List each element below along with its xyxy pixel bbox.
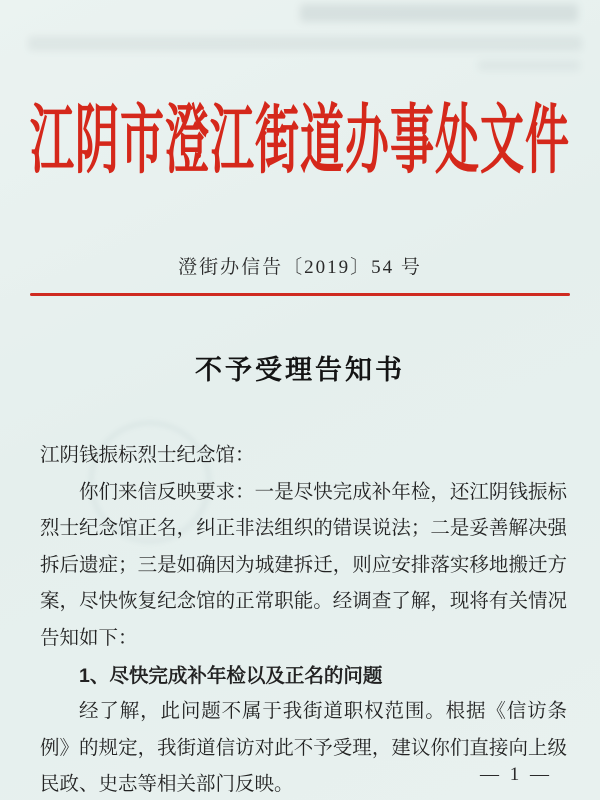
document-body bbox=[40, 438, 567, 800]
body-paragraph: 你们来信反映要求：一是尽快完成补年检，还江阴钱振标烈士纪念馆正名，纠正非法组织的错误说法；二是妥善解决强拆后遗症；三是如确因为城建拆迁，则应安排落实移地搬迁方案，尽快恢复纪念馆的正常职能。经调查了解，现将有关情况告知如下： bbox=[40, 481, 567, 649]
body-paragraph: 经了解，此问题不属于我街道职权范围。根据《信访条例》的规定，我街道信访对此不予受理，建议你们直接向上级民政、史志等相关部门反映。 bbox=[40, 701, 567, 796]
salutation-line: 江阴钱振标烈士纪念馆： bbox=[40, 445, 255, 466]
letterhead-org-title: 江阴市澄江街道办事处文件 bbox=[30, 99, 570, 184]
red-separator-line bbox=[30, 293, 570, 296]
document-title: 不予受理告知书 bbox=[195, 355, 405, 385]
document-reference-number: 澄街办信告〔2019〕54 号 bbox=[178, 257, 422, 278]
section-heading: 1、尽快完成补年检以及正名的问题 bbox=[79, 664, 383, 687]
bleed-through-smudge bbox=[28, 36, 582, 51]
page-number: — 1 — bbox=[480, 764, 552, 785]
bleed-through-smudge bbox=[300, 4, 578, 22]
